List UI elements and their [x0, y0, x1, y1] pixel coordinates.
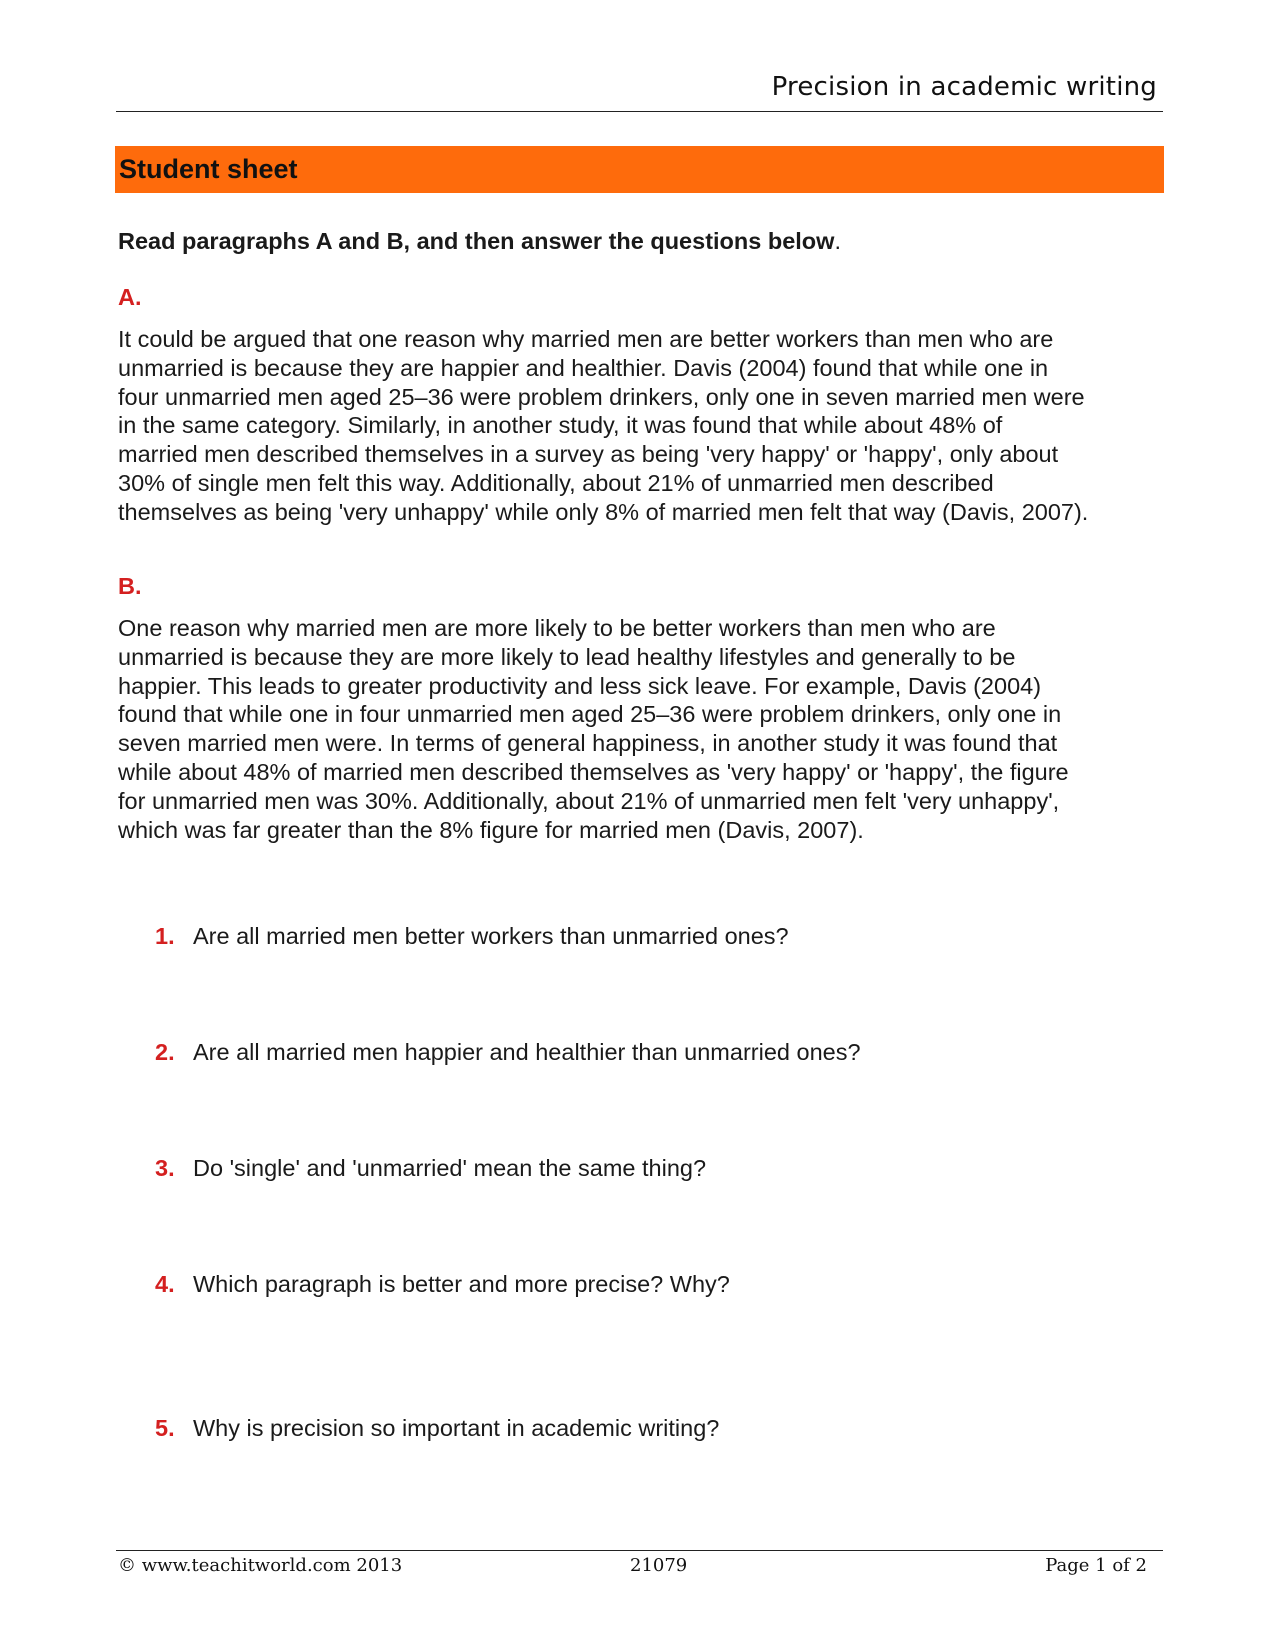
- question-item: [155, 923, 789, 950]
- question-number: 1.: [155, 923, 175, 949]
- instruction-text: [118, 228, 841, 255]
- footer-page-number: Page 1 of 2: [1045, 1555, 1147, 1576]
- question-text: Are all married men better workers than unmarried ones?: [193, 923, 789, 949]
- section-banner: [115, 146, 1164, 193]
- question-number: 3.: [155, 1155, 175, 1181]
- paragraph-a-line: 30% of single men felt this way. Additionally, about 21% of unmarried men described: [118, 469, 994, 496]
- question-text: Which paragraph is better and more precise? Why?: [193, 1271, 730, 1297]
- paragraph-b-line: which was far greater than the 8% figure for married men (Davis, 2007).: [118, 816, 864, 843]
- paragraph-b-line: unmarried is because they are more likely to lead healthy lifestyles and generally to be: [118, 643, 1016, 670]
- paragraph-b: [118, 614, 1178, 844]
- question-text: Are all married men happier and healthier than unmarried ones?: [193, 1039, 861, 1065]
- question-text: Why is precision so important in academic writing?: [193, 1415, 720, 1441]
- question-item: [155, 1155, 706, 1182]
- question-item: [155, 1039, 861, 1066]
- paragraph-a-label: A.: [118, 284, 142, 310]
- footer-divider: [116, 1550, 1163, 1551]
- paragraph-b-line: for unmarried men was 30%. Additionally, about 21% of unmarried men felt 'very unhappy',: [118, 787, 1060, 814]
- question-number: 2.: [155, 1039, 175, 1065]
- question-item: [155, 1415, 719, 1442]
- question-item: [155, 1271, 730, 1298]
- footer-copyright: © www.teachitworld.com 2013: [118, 1555, 403, 1576]
- paragraph-b-line: One reason why married men are more likely to be better workers than men who are: [118, 615, 996, 641]
- instruction-end: .: [834, 228, 841, 254]
- question-number: 4.: [155, 1271, 175, 1297]
- paragraph-a-line: four unmarried men aged 25–36 were problem drinkers, only one in seven married men were: [118, 383, 1085, 410]
- question-text: Do 'single' and 'unmarried' mean the same thing?: [193, 1155, 707, 1181]
- banner-title: Student sheet: [119, 154, 298, 184]
- paragraph-b-line: while about 48% of married men described themselves as 'very happy' or 'happy', the figure: [118, 758, 1069, 785]
- paragraph-a-line: It could be argued that one reason why married men are better workers than men who are: [118, 326, 1054, 352]
- instruction-bold: Read paragraphs A and B, and then answer the questions below: [118, 228, 835, 254]
- paragraph-b-label: B.: [118, 573, 142, 599]
- paragraph-a-line: themselves as being 'very unhappy' while only 8% of married men felt that way (Davis, 2007).: [118, 498, 1089, 525]
- paragraph-a: [118, 325, 1178, 527]
- footer-code: 21079: [630, 1555, 688, 1576]
- question-number: 5.: [155, 1415, 175, 1441]
- paragraph-b-line: found that while one in four unmarried men aged 25–36 were problem drinkers, only one in: [118, 701, 1062, 728]
- paragraph-a-line: in the same category. Similarly, in another study, it was found that while about 48% of: [118, 412, 1003, 439]
- header-divider: [116, 111, 1163, 112]
- paragraph-a-line: married men described themselves in a survey as being 'very happy' or 'happy', only about: [118, 441, 1059, 468]
- paragraph-b-line: seven married men were. In terms of general happiness, in another study it was found that: [118, 730, 1058, 757]
- paragraph-a-line: unmarried is because they are happier and healthier. Davis (2004) found that while one in: [118, 354, 1049, 381]
- paragraph-b-line: happier. This leads to greater productivity and less sick leave. For example, Davis (2004): [118, 672, 1042, 699]
- document-header-title: Precision in academic writing: [771, 72, 1157, 102]
